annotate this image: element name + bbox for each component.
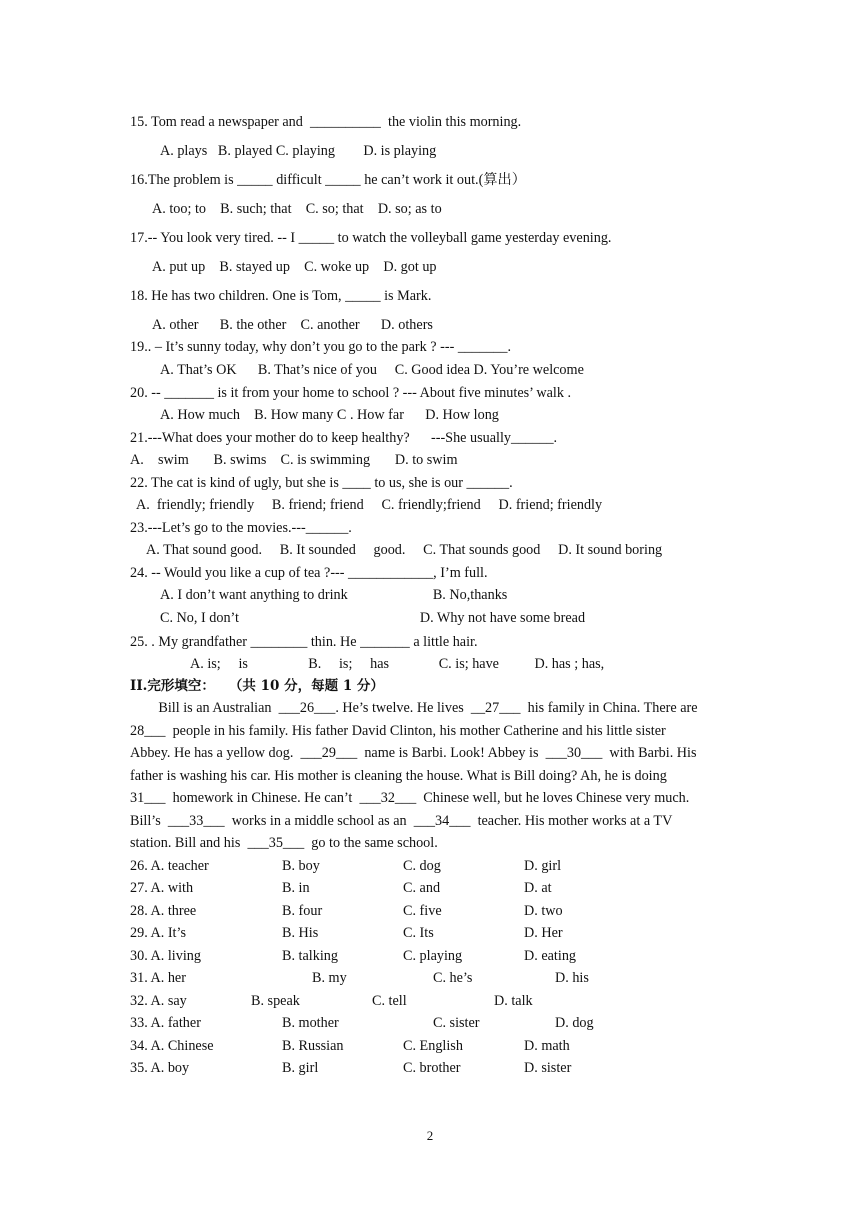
answer-option: C. playing [403,948,463,964]
answer-option: C. sister [433,1015,480,1031]
text-line: A. is; is B. is; has C. is; have D. has ; has, [190,656,605,672]
text-line: A. too; to B. such; that C. so; that D. so; as to [152,201,442,217]
text-line: 21.---What does your mother do to keep healthy? ---She usually______. [130,430,558,446]
answer-option: 27. A. with [130,880,194,896]
answer-option: 35. A. boy [130,1060,190,1076]
answer-option: D. girl [524,858,562,874]
answer-option: 32. A. say [130,993,187,1009]
text-line: 23.---Let’s go to the movies.---______. [130,520,352,536]
answer-option: B. four [282,903,323,919]
answer-option: C. brother [403,1060,461,1076]
text-line: 19.. – It’s sunny today, why don’t you go to the park ? --- _______. [130,339,512,355]
answer-option: C. dog [403,858,441,874]
answer-option: B. in [282,880,310,896]
answer-option: B. boy [282,858,320,874]
answer-option: 33. A. father [130,1015,201,1031]
text-line: A. How much B. How many C . How far D. How long [160,407,499,423]
answer-option: D. sister [524,1060,572,1076]
text-line: 15. Tom read a newspaper and __________ the violin this morning. [130,114,522,130]
answer-option: B. Russian [282,1038,344,1054]
text-line: A. plays B. played C. playing D. is playing [160,143,437,159]
text-line: A. I don’t want anything to drink B. No,thanks [160,587,508,603]
text-line: A. That sound good. B. It sounded good. C. That sounds good D. It sound boring [146,542,663,558]
answer-option: C. he’s [433,970,473,986]
answer-option: D. at [524,880,552,896]
text-line: Abbey. He has a yellow dog. ___29___ name is Barbi. Look! Abbey is ___30___ with Barbi. His [130,745,697,761]
answer-option: C. Its [403,925,434,941]
text-line: Bill’s ___33___ works in a middle school as an ___34___ teacher. His mother works at a TV [130,813,673,829]
answer-option: B. girl [282,1060,319,1076]
answer-option: D. eating [524,948,577,964]
answer-option: D. dog [555,1015,594,1031]
answer-option: D. math [524,1038,570,1054]
answer-option: B. His [282,925,319,941]
text-line: station. Bill and his ___35___ go to the same school. [130,835,438,851]
answer-option: C. tell [372,993,407,1009]
text-line: 18. He has two children. One is Tom, _____ is Mark. [130,288,432,304]
section-heading-cloze: II.完形填空： （共 10 分，每题 1 分） [130,678,384,694]
answer-option: 34. A. Chinese [130,1038,214,1054]
page-number: 2 [426,1128,434,1143]
text-line: A. other B. the other C. another D. others [152,317,433,333]
text-line: 31___ homework in Chinese. He can’t ___32___ Chinese well, but he loves Chinese very much. [130,790,690,806]
answer-option: D. his [555,970,589,986]
text-line: 24. -- Would you like a cup of tea ?--- ____________, I’m full. [130,565,488,581]
answer-option: C. English [403,1038,463,1054]
text-line: 25. . My grandfather ________ thin. He _______ a little hair. [130,634,478,650]
answer-option: D. Her [524,925,563,941]
answer-option: C. and [403,880,441,896]
text-line: Bill is an Australian ___26___. He’s twelve. He lives __27___ his family in China. There are [130,700,698,716]
answer-option: B. speak [251,993,300,1009]
text-line: C. No, I don’t D. Why not have some bread [160,610,586,626]
text-line: 22. The cat is kind of ugly, but she is ____ to us, she is our ______. [130,475,513,491]
answer-option: 29. A. It’s [130,925,186,941]
answer-option: C. five [403,903,442,919]
text-line: 16.The problem is _____ difficult _____ he can’t work it out.(算出） [130,172,526,188]
answer-option: 30. A. living [130,948,201,964]
answer-option: B. mother [282,1015,339,1031]
text-line: father is washing his car. His mother is cleaning the house. What is Bill doing? Ah, he is doing [130,768,667,784]
text-line: A. That’s OK B. That’s nice of you C. Good idea D. You’re welcome [160,362,584,378]
text-line: 20. -- _______ is it from your home to school ? --- About five minutes’ walk . [130,385,572,401]
answer-option: D. talk [494,993,533,1009]
text-line: A. friendly; friendly B. friend; friend C. friendly;friend D. friend; friendly [136,497,603,513]
answer-option: B. talking [282,948,338,964]
text-line: 28___ people in his family. His father David Clinton, his mother Catherine and his little sister [130,723,666,739]
answer-option: 28. A. three [130,903,197,919]
answer-option: 31. A. her [130,970,186,986]
answer-option: B. my [312,970,347,986]
text-line: A. swim B. swims C. is swimming D. to swim [130,452,458,468]
answer-option: 26. A. teacher [130,858,209,874]
answer-option: D. two [524,903,563,919]
text-line: A. put up B. stayed up C. woke up D. got up [152,259,437,275]
text-line: 17.-- You look very tired. -- I _____ to watch the volleyball game yesterday evening. [130,230,612,246]
